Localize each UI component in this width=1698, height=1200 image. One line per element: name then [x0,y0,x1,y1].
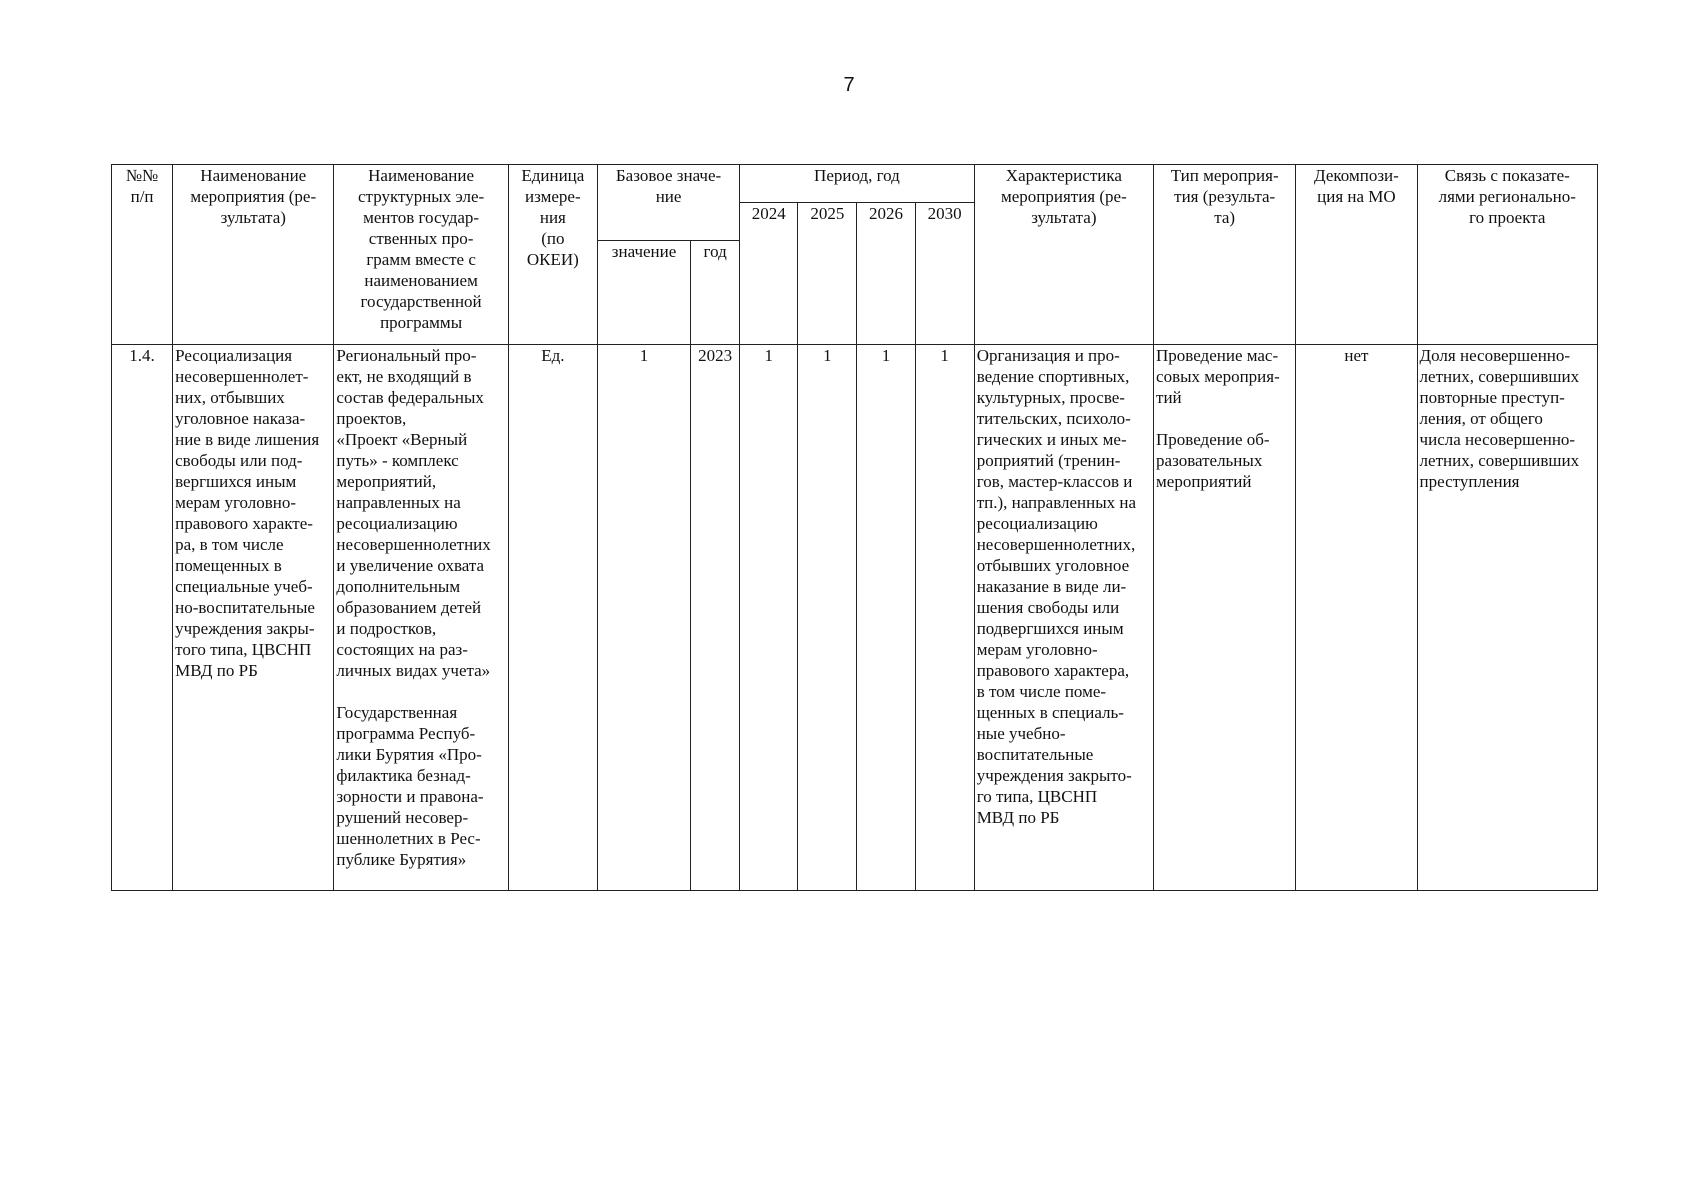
row-link: Доля несовершенно- летних, совершивших повторные преступ- ления, от общего числа несовершенно- летних, совершивших преступления [1417,345,1597,891]
header-event-name: Наименование мероприятия (ре- зультата) [173,165,334,345]
header-row [112,165,1598,203]
header-unit: Единица измере- ния (по ОКЕИ) [508,165,597,345]
row-decomposition: нет [1296,345,1417,891]
table-row [112,345,1598,891]
header-base-value-value: значение [597,241,690,345]
header-base-value-year: год [691,241,740,345]
row-type: Проведение мас- совых мероприя- тий Проведение об- разовательных мероприятий [1154,345,1296,891]
row-num: 1.4. [112,345,173,891]
header-type: Тип мероприя- тия (результа- та) [1154,165,1296,345]
row-year-2026: 1 [857,345,915,891]
row-base-value: 1 [597,345,690,891]
header-num: №№ п/п [112,165,173,345]
row-unit: Ед. [508,345,597,891]
row-year-2030: 1 [915,345,974,891]
page-number: 7 [843,74,855,96]
row-year-2024: 1 [740,345,798,891]
row-base-year: 2023 [691,345,740,891]
row-characteristic: Организация и про- ведение спортивных, культурных, просве- тительских, психоло- гических и иных ме- роприятий (тренин- гов, мастер-классов и тп.), направленных на ресоциализацию несовершеннолетних, отбывших уголовное наказание в виде ли- шения свободы или подвергшихся иным мерам уголовно- правового характера, в том числе поме- щенных в специаль- ные учебно- воспитательные учреждения закрыто- го типа, ЦВСНП МВД по РБ [974,345,1153,891]
activities-table [111,164,1598,891]
header-year-2024: 2024 [740,203,798,345]
row-event-name: Ресоциализация несовершеннолет- них, отбывших уголовное наказа- ние в виде лишения свободы или под- вергшихся иным мерам уголовно- правового характе- ра, в том числе помещенных в специальные учеб- но-воспитательные учреждения закры- того типа, ЦВСНП МВД по РБ [173,345,334,891]
row-year-2025: 1 [798,345,857,891]
header-year-2025: 2025 [798,203,857,345]
row-structural-elements: Региональный про- ект, не входящий в состав федеральных проектов, «Проект «Верный путь» - комплекс мероприятий, направленных на ресоциализацию несовершеннолетних и увеличение охвата дополнительным образованием детей и подростков, состоящих на раз- личных видах учета» Государственная программа Респуб- лики Бурятия «Про- филактика безнад- зорности и правона- рушений несовер- шеннолетних в Рес- публике Бурятия» [334,345,508,891]
header-base-value: Базовое значе- ние [597,165,739,241]
header-link: Связь с показате- лями регионально- го проекта [1417,165,1597,345]
header-year-2026: 2026 [857,203,915,345]
header-characteristic: Характеристика мероприятия (ре- зультата) [974,165,1153,345]
header-year-2030: 2030 [915,203,974,345]
header-period: Период, год [740,165,974,203]
header-structural-elements: Наименование структурных эле- ментов государ- ственных про- грамм вместе с наименованием государственной программы [334,165,508,345]
header-decomposition: Декомпози- ция на МО [1296,165,1417,345]
